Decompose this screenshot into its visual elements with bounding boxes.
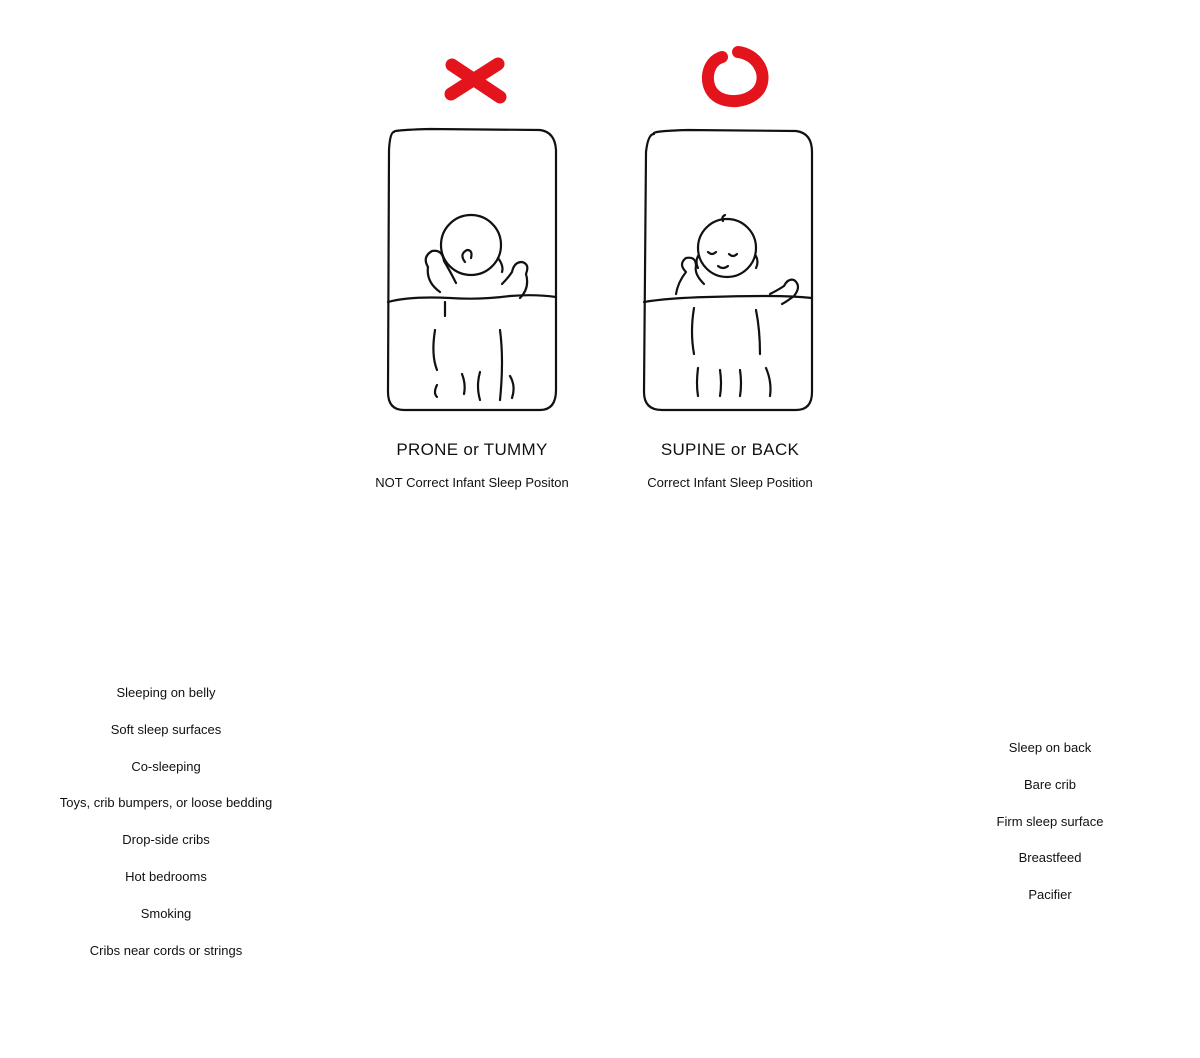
- blanket: [388, 295, 556, 302]
- list-item: Hot bedrooms: [125, 868, 207, 884]
- list-item: Bare crib: [1023, 776, 1077, 792]
- list-item: Firm sleep surface: [996, 813, 1104, 829]
- list-item: Pacifier: [1028, 887, 1072, 903]
- prone-panel: [370, 0, 590, 490]
- supine-title: SUPINE or BACK: [660, 440, 800, 459]
- list-item: Soft sleep surfaces: [110, 721, 222, 737]
- list-item: Smoking: [140, 905, 192, 921]
- x-mark-icon: [451, 64, 500, 97]
- crib-outline: [388, 129, 556, 410]
- baby-head: [698, 219, 756, 277]
- list-item: Breastfeed: [1018, 850, 1082, 866]
- list-item: Sleep on back: [1008, 740, 1092, 755]
- supine-crib-illustration: [628, 0, 848, 430]
- circle-mark-icon: [708, 52, 763, 101]
- list-item: Sleeping on belly: [116, 685, 216, 700]
- list-item: Cribs near cords or strings: [89, 942, 243, 958]
- supine-subtitle: Correct Infant Sleep Position: [647, 475, 813, 490]
- list-item: Co-sleeping: [131, 758, 201, 774]
- baby-head: [441, 215, 501, 275]
- prone-subtitle: NOT Correct Infant Sleep Positon: [375, 475, 569, 490]
- supine-panel: [628, 0, 848, 490]
- crib-outline: [644, 130, 812, 410]
- list-item: Drop-side cribs: [122, 832, 210, 848]
- prone-title: PRONE or TUMMY: [396, 440, 548, 459]
- safe-practices-list: [900, 738, 1200, 922]
- list-item: Toys, crib bumpers, or loose bedding: [59, 795, 273, 811]
- prone-crib-illustration: [370, 0, 590, 430]
- risk-factors-list: [16, 683, 316, 977]
